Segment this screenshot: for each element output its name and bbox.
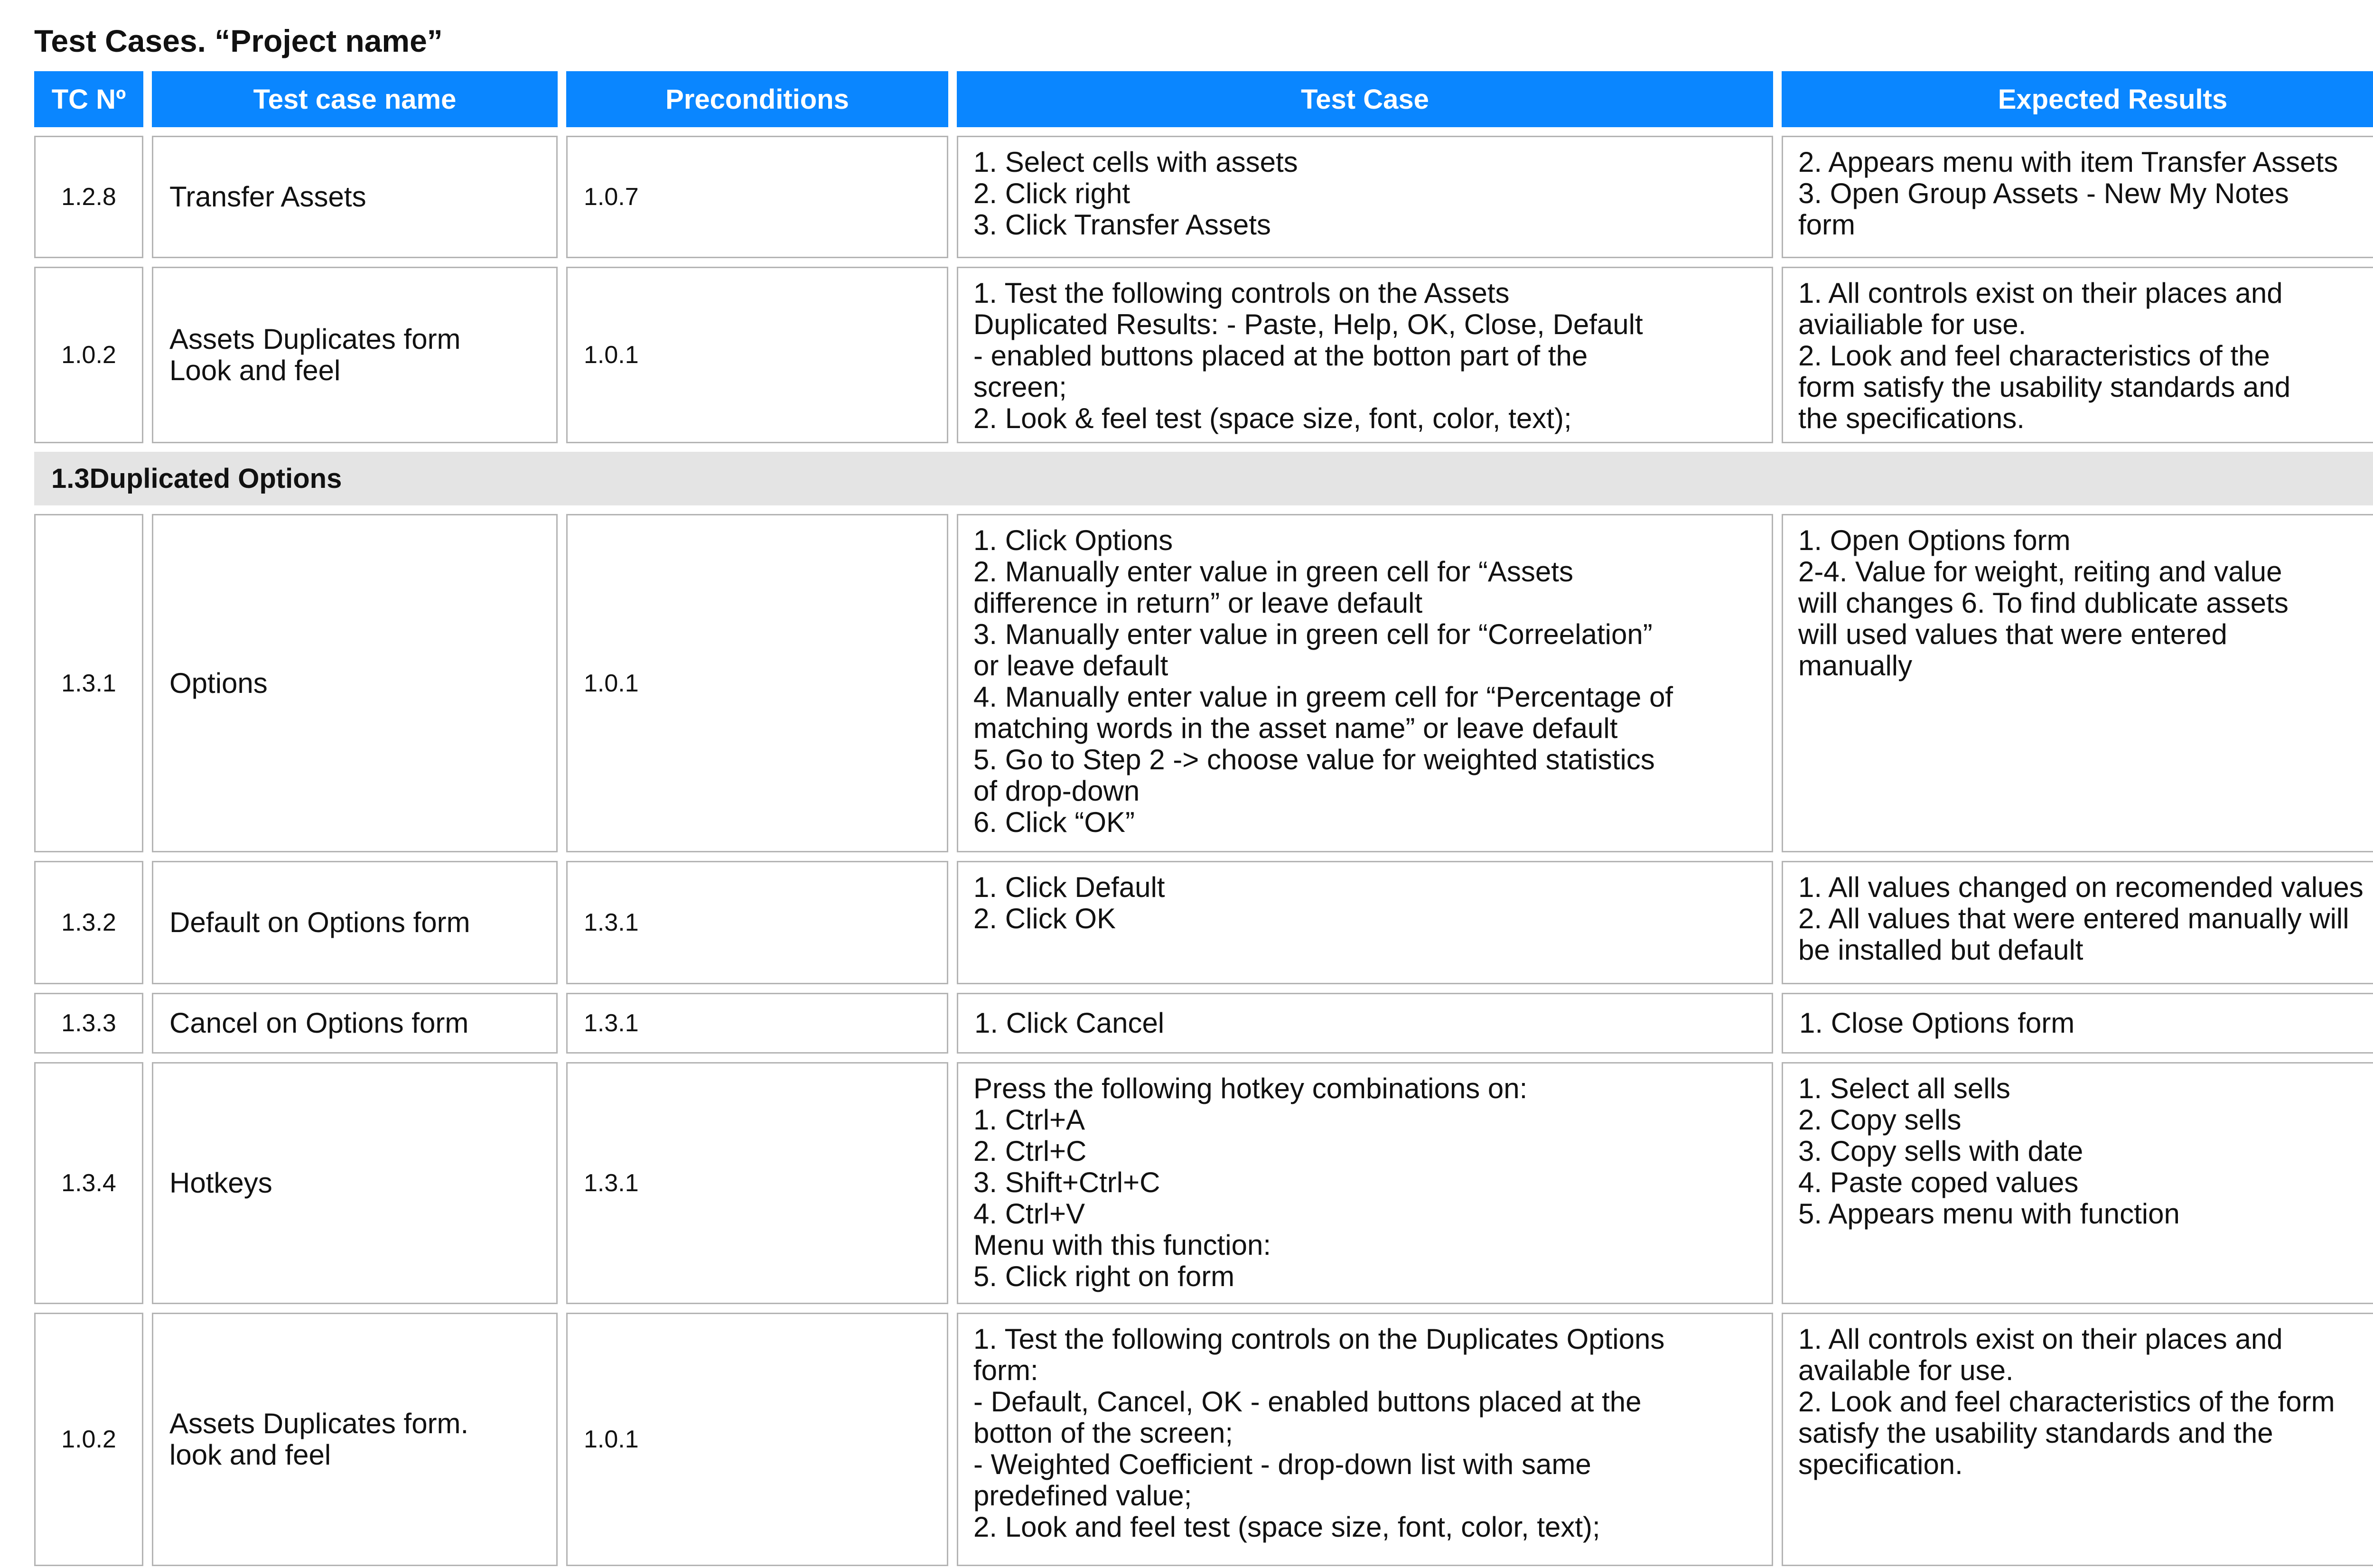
tc-number-cell: 1.3.3 (34, 993, 143, 1054)
header-test-case-name: Test case name (152, 71, 558, 127)
section-header-duplicated-options (34, 452, 2373, 505)
test-case-steps-cell: 1. Click Default 2. Click OK (957, 861, 1773, 984)
expected-results-cell: 1. Close Options form (1782, 993, 2373, 1054)
expected-results-cell: 2. Appears menu with item Transfer Assets 3. Open Group Assets - New My Notes form (1782, 136, 2373, 258)
test-case-name-cell: Options (152, 514, 558, 852)
test-case-steps-cell: Press the following hotkey combinations on: 1. Ctrl+A 2. Ctrl+C 3. Shift+Ctrl+C 4. Ctrl+V Menu with this function: 5. Click right on form (957, 1062, 1773, 1304)
expected-results-cell: 1. Open Options form 2-4. Value for weight, reiting and value will changes 6. To find dublicate assets will used values that were entered manually (1782, 514, 2373, 852)
header-preconditions: Preconditions (566, 71, 948, 127)
test-case-name-cell: Cancel on Options form (152, 993, 558, 1054)
preconditions-cell: 1.0.7 (566, 136, 948, 258)
test-case-table (34, 71, 2373, 1566)
test-case-steps-cell: 1. Test the following controls on the Duplicates Options form: - Default, Cancel, OK - enabled buttons placed at the botton of the screen; - Weighted Coefficient - drop-down list with same predefined value; 2. Look and feel test (space size, font, color, text); (957, 1313, 1773, 1566)
preconditions-cell: 1.0.1 (566, 1313, 948, 1566)
preconditions-cell: 1.3.1 (566, 1062, 948, 1304)
expected-results-cell: 1. Select all sells 2. Copy sells 3. Copy sells with date 4. Paste coped values 5. Appears menu with function (1782, 1062, 2373, 1304)
test-case-name-cell: Assets Duplicates form Look and feel (152, 267, 558, 443)
header-tc-no: TC Nº (34, 71, 143, 127)
section-number: 1.3 (51, 463, 90, 494)
test-case-name-cell: Hotkeys (152, 1062, 558, 1304)
header-test-case: Test Case (957, 71, 1773, 127)
test-case-name-cell: Assets Duplicates form. look and feel (152, 1313, 558, 1566)
tc-number-cell: 1.3.2 (34, 861, 143, 984)
preconditions-cell: 1.3.1 (566, 993, 948, 1054)
test-case-steps-cell: 1. Select cells with assets 2. Click right 3. Click Transfer Assets (957, 136, 1773, 258)
expected-results-cell: 1. All values changed on recomended values 2. All values that were entered manually will be installed but default (1782, 861, 2373, 984)
test-case-name-cell: Default on Options form (152, 861, 558, 984)
preconditions-cell: 1.3.1 (566, 861, 948, 984)
expected-results-cell: 1. All controls exist on their places and aviailiable for use. 2. Look and feel characteristics of the form satisfy the usability standards and the specifications. (1782, 267, 2373, 443)
preconditions-cell: 1.0.1 (566, 267, 948, 443)
tc-number-cell: 1.3.1 (34, 514, 143, 852)
test-case-steps-cell: 1. Test the following controls on the Assets Duplicated Results: - Paste, Help, OK, Close, Default - enabled buttons placed at the botton part of the screen; 2. Look & feel test (space size, font, color, text); (957, 267, 1773, 443)
page-title: Test Cases. “Project name” (34, 23, 443, 58)
preconditions-cell: 1.0.1 (566, 514, 948, 852)
tc-number-cell: 1.0.2 (34, 1313, 143, 1566)
header-expected-results: Expected Results (1782, 71, 2373, 127)
tc-number-cell: 1.3.4 (34, 1062, 143, 1304)
tc-number-cell: 1.0.2 (34, 267, 143, 443)
test-case-steps-cell: 1. Click Options 2. Manually enter value in green cell for “Assets difference in return” or leave default 3. Manually enter value in green cell for “Correelation” or leave default 4. Manually enter value in greem cell for “Percentage of matching words in the asset name” or leave default 5. Go to Step 2 -> choose value for weighted statistics of drop-down 6. Click “OK” (957, 514, 1773, 852)
test-case-name-cell: Transfer Assets (152, 136, 558, 258)
section-title: Duplicated Options (89, 463, 342, 494)
expected-results-cell: 1. All controls exist on their places and available for use. 2. Look and feel characteristics of the form satisfy the usability standards and the specification. (1782, 1313, 2373, 1566)
test-case-steps-cell: 1. Click Cancel (957, 993, 1773, 1054)
tc-number-cell: 1.2.8 (34, 136, 143, 258)
